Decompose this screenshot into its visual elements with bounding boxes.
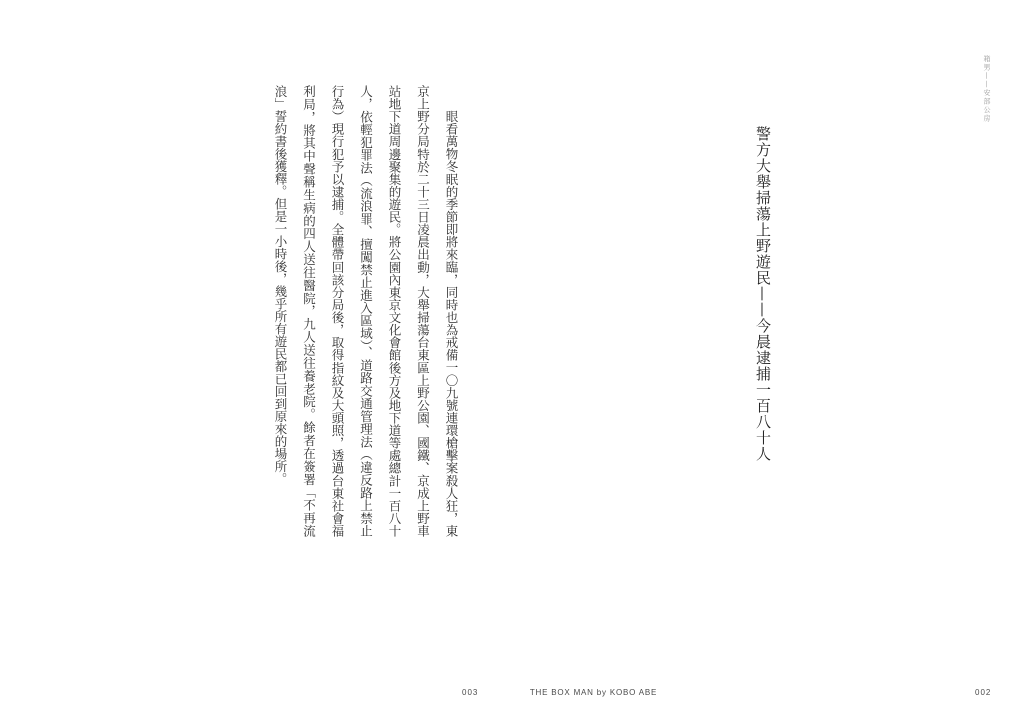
article-body: 眼看萬物冬眠的季節即將來臨，同時也為戒備一〇九號連環槍擊案殺人狂，東京上野分局特於二十三日凌晨出動，大舉掃蕩台東區上野公園、國鐵、京成上野車站地下道周邊聚集的遊民。將公園內東京文化會館後方及地下道等處總計一百八十人，依輕犯罪法（流浪罪、擅闖禁止進入區域）、道路交通管理法（違反路上禁止行為）現行犯予以逮捕。全體帶回該分局後，取得指紋及大頭照，透過台東社會福利局，將其中聲稱生病的四人送往醫院，九人送往養老院。餘者在簽署「不再流浪」誓約書後獲釋。但是一小時後，幾乎所有遊民都已回到原來的場所。 (273, 85, 459, 537)
page-number-right: 002 (975, 688, 992, 697)
page-footer (0, 686, 1024, 700)
running-head: 箱男——安部公房 (983, 55, 991, 123)
book-title-english: THE BOX MAN by KOBO ABE (529, 688, 658, 697)
article-headline: 警方大舉掃蕩上野遊民——今晨逮捕一百八十人 (754, 126, 772, 462)
page-number-left: 003 (462, 688, 479, 697)
